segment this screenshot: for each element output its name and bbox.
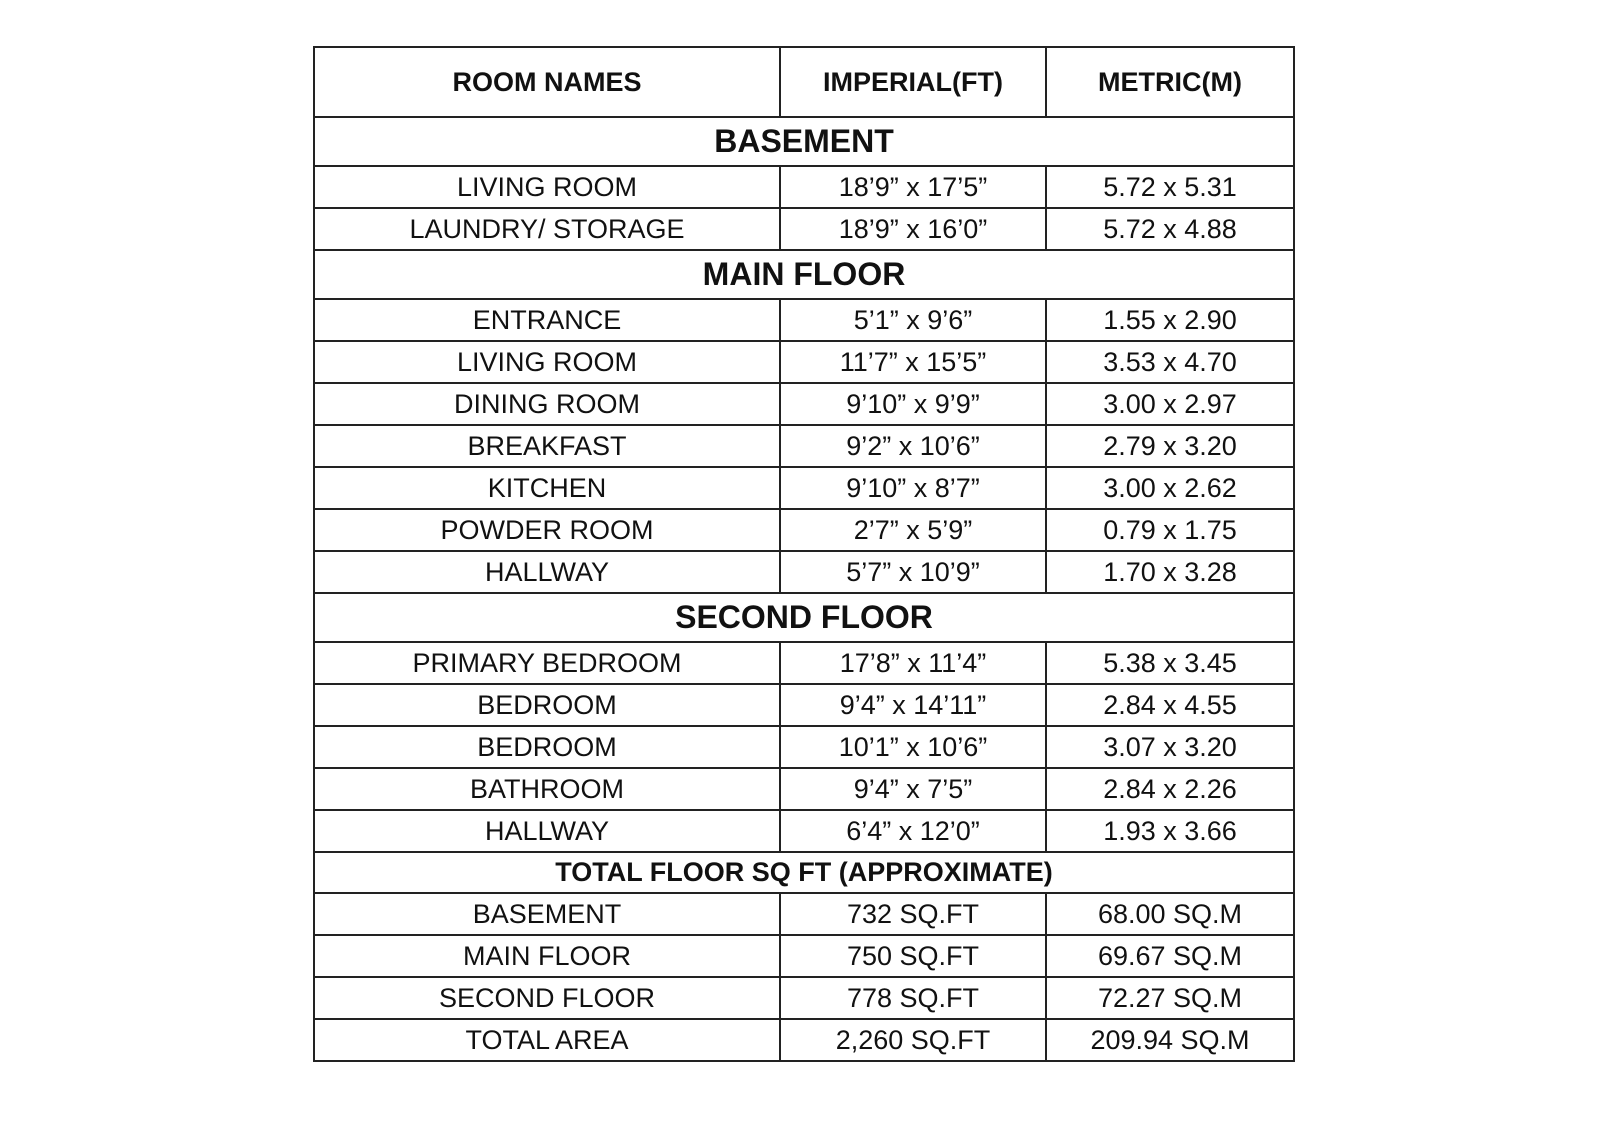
imperial-value: 5’1” x 9’6” <box>780 299 1046 341</box>
table-row <box>314 509 1294 551</box>
table-row <box>314 726 1294 768</box>
room-name: LIVING ROOM <box>314 166 780 208</box>
room-name: KITCHEN <box>314 467 780 509</box>
floor-name: SECOND FLOOR <box>314 977 780 1019</box>
imperial-value: 9’2” x 10’6” <box>780 425 1046 467</box>
metric-area: 72.27 SQ.M <box>1046 977 1294 1019</box>
section-second-floor <box>314 593 1294 642</box>
room-name: BREAKFAST <box>314 425 780 467</box>
table-row <box>314 810 1294 852</box>
floor-name: MAIN FLOOR <box>314 935 780 977</box>
room-dimensions-table <box>313 46 1295 1062</box>
metric-value: 1.70 x 3.28 <box>1046 551 1294 593</box>
room-name: POWDER ROOM <box>314 509 780 551</box>
room-name: BATHROOM <box>314 768 780 810</box>
metric-value: 3.07 x 3.20 <box>1046 726 1294 768</box>
imperial-value: 6’4” x 12’0” <box>780 810 1046 852</box>
table-row <box>314 768 1294 810</box>
imperial-value: 18’9” x 16’0” <box>780 208 1046 250</box>
metric-value: 0.79 x 1.75 <box>1046 509 1294 551</box>
table-row <box>314 684 1294 726</box>
metric-value: 2.79 x 3.20 <box>1046 425 1294 467</box>
table-row <box>314 467 1294 509</box>
imperial-value: 5’7” x 10’9” <box>780 551 1046 593</box>
imperial-area: 732 SQ.FT <box>780 893 1046 935</box>
section-title: SECOND FLOOR <box>314 593 1294 642</box>
metric-value: 2.84 x 2.26 <box>1046 768 1294 810</box>
imperial-value: 9’4” x 7’5” <box>780 768 1046 810</box>
table-row <box>314 642 1294 684</box>
metric-area: 69.67 SQ.M <box>1046 935 1294 977</box>
imperial-area: 778 SQ.FT <box>780 977 1046 1019</box>
table-header-row <box>314 47 1294 117</box>
section-title: MAIN FLOOR <box>314 250 1294 299</box>
table-row <box>314 299 1294 341</box>
imperial-area: 750 SQ.FT <box>780 935 1046 977</box>
metric-value: 5.38 x 3.45 <box>1046 642 1294 684</box>
metric-value: 3.00 x 2.62 <box>1046 467 1294 509</box>
room-name: HALLWAY <box>314 551 780 593</box>
table-row <box>314 977 1294 1019</box>
metric-area: 68.00 SQ.M <box>1046 893 1294 935</box>
metric-value: 5.72 x 4.88 <box>1046 208 1294 250</box>
total-area-metric: 209.94 SQ.M <box>1046 1019 1294 1061</box>
section-basement <box>314 117 1294 166</box>
room-name: HALLWAY <box>314 810 780 852</box>
room-name: DINING ROOM <box>314 383 780 425</box>
imperial-value: 9’10” x 8’7” <box>780 467 1046 509</box>
section-title: TOTAL FLOOR SQ FT (APPROXIMATE) <box>314 852 1294 893</box>
room-name: BEDROOM <box>314 726 780 768</box>
room-name: ENTRANCE <box>314 299 780 341</box>
table-row <box>314 425 1294 467</box>
imperial-value: 11’7” x 15’5” <box>780 341 1046 383</box>
header-imperial: IMPERIAL(FT) <box>780 47 1046 117</box>
header-metric: METRIC(M) <box>1046 47 1294 117</box>
floor-name: BASEMENT <box>314 893 780 935</box>
table-row <box>314 551 1294 593</box>
table-row <box>314 166 1294 208</box>
room-name: LIVING ROOM <box>314 341 780 383</box>
imperial-value: 17’8” x 11’4” <box>780 642 1046 684</box>
imperial-value: 18’9” x 17’5” <box>780 166 1046 208</box>
imperial-value: 9’4” x 14’11” <box>780 684 1046 726</box>
imperial-value: 10’1” x 10’6” <box>780 726 1046 768</box>
table-row <box>314 383 1294 425</box>
total-area-label: TOTAL AREA <box>314 1019 780 1061</box>
total-area-imperial: 2,260 SQ.FT <box>780 1019 1046 1061</box>
table-row <box>314 935 1294 977</box>
section-totals <box>314 852 1294 893</box>
table-row <box>314 341 1294 383</box>
room-name: LAUNDRY/ STORAGE <box>314 208 780 250</box>
header-room-names: ROOM NAMES <box>314 47 780 117</box>
table-row <box>314 1019 1294 1061</box>
metric-value: 3.00 x 2.97 <box>1046 383 1294 425</box>
section-main-floor <box>314 250 1294 299</box>
metric-value: 2.84 x 4.55 <box>1046 684 1294 726</box>
metric-value: 1.55 x 2.90 <box>1046 299 1294 341</box>
room-name: PRIMARY BEDROOM <box>314 642 780 684</box>
section-title: BASEMENT <box>314 117 1294 166</box>
table-row <box>314 208 1294 250</box>
metric-value: 3.53 x 4.70 <box>1046 341 1294 383</box>
metric-value: 1.93 x 3.66 <box>1046 810 1294 852</box>
room-name: BEDROOM <box>314 684 780 726</box>
metric-value: 5.72 x 5.31 <box>1046 166 1294 208</box>
imperial-value: 9’10” x 9’9” <box>780 383 1046 425</box>
imperial-value: 2’7” x 5’9” <box>780 509 1046 551</box>
table-row <box>314 893 1294 935</box>
